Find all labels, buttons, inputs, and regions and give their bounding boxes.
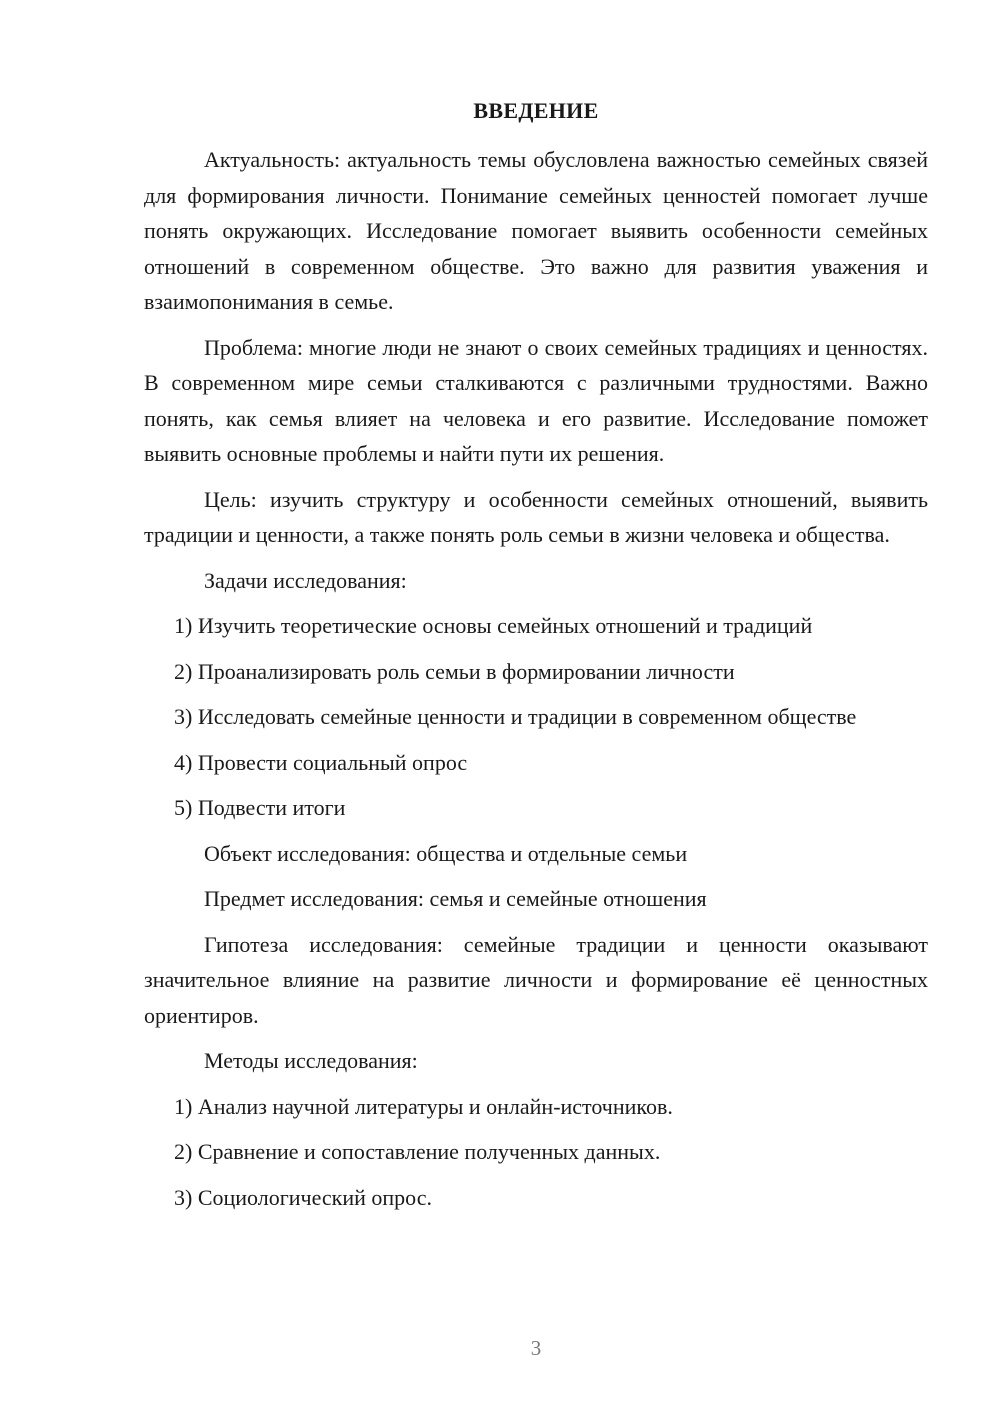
research-subject: Предмет исследования: семья и семейные отношения xyxy=(204,886,707,911)
page-title: ВВЕДЕНИЕ xyxy=(473,98,599,123)
method-item: 1) Анализ научной литературы и онлайн-источников. xyxy=(174,1093,673,1119)
task-item: 4) Провести социальный опрос xyxy=(174,749,468,775)
goal-paragraph: Цель: изучить структуру и особенности семейных отношений, выявить традиции и ценности, а также понять роль семьи в жизни человека и общества. xyxy=(144,486,928,547)
tasks-heading: Задачи исследования: xyxy=(204,567,407,593)
relevance-paragraph: Актуальность: актуальность темы обусловлена важностью семейных связей для формирования личности. Понимание семейных ценностей помогает лучше понять окружающих. Исследование помогает выявить особенности семейных отношений в современном обществе. Это важно для развития уважения и взаимопонимания в семье. xyxy=(144,147,928,314)
page-number: 3 xyxy=(530,1336,542,1360)
research-hypothesis: Гипотеза исследования: семейные традиции и ценности оказывают значительное влияние на развитие личности и формирование её ценностных ориентиров. xyxy=(144,931,928,1028)
page-content xyxy=(144,142,928,1215)
task-item: 2) Проанализировать роль семьи в формировании личности xyxy=(174,658,735,684)
task-item: 5) Подвести итоги xyxy=(174,795,346,820)
methods-heading: Методы исследования: xyxy=(204,1048,418,1073)
task-item: 3) Исследовать семейные ценности и традиции в современном обществе xyxy=(174,704,857,729)
problem-paragraph: Проблема: многие люди не знают о своих семейных традициях и ценностях. В современном мире семьи сталкиваются с различными трудностями. Важно понять, как семья влияет на человека и его развитие. Исследование поможет выявить основные проблемы и найти пути их решения. xyxy=(144,334,928,466)
method-item: 2) Сравнение и сопоставление полученных данных. xyxy=(174,1139,661,1164)
research-object: Объект исследования: общества и отдельные семьи xyxy=(204,840,688,866)
method-item: 3) Социологический опрос. xyxy=(174,1184,432,1210)
task-item: 1) Изучить теоретические основы семейных отношений и традиций xyxy=(174,613,813,638)
